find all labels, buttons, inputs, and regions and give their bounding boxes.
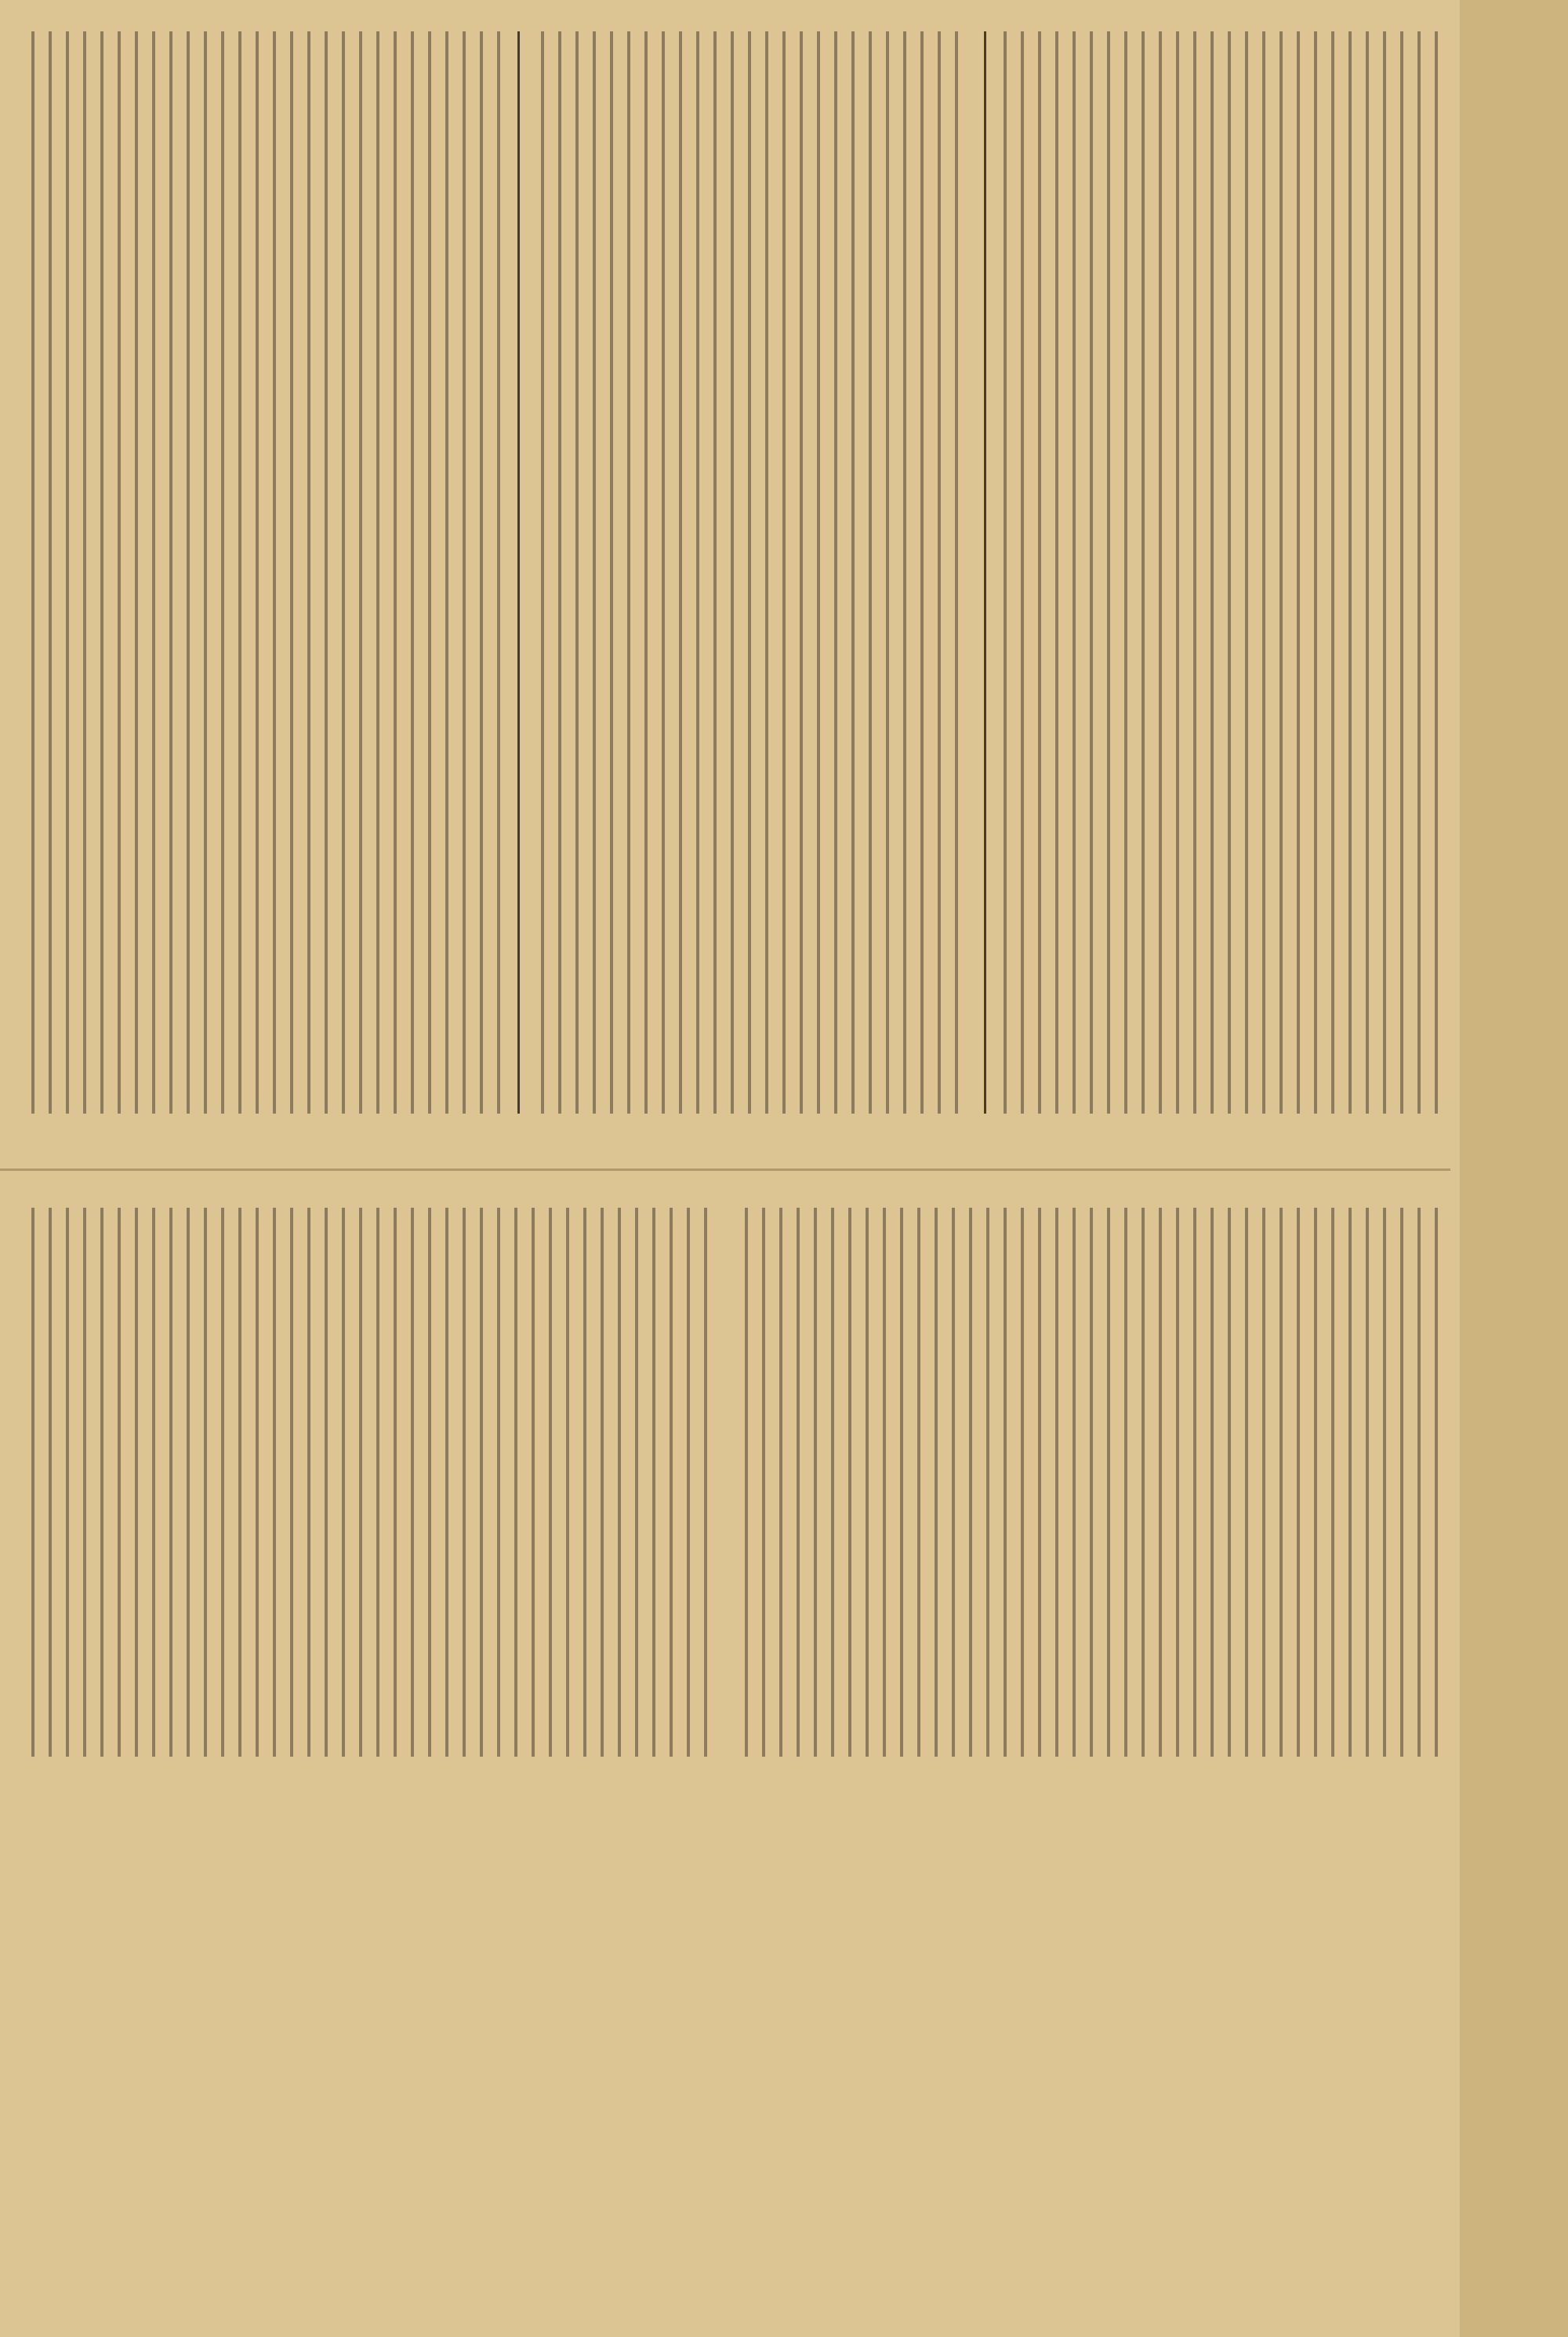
- ad-box-1: [24, 1788, 713, 2290]
- column-text: [533, 31, 972, 1114]
- column-text: [24, 31, 510, 1114]
- notice-text: [24, 1208, 713, 1757]
- ad-box-2: [737, 1788, 1443, 2290]
- column-text: [996, 31, 1450, 1114]
- column-rule: [984, 31, 986, 1114]
- column-3: [996, 31, 1450, 1114]
- notice-1: [24, 1208, 713, 1757]
- column-2: [533, 31, 972, 1114]
- column-rule: [517, 31, 520, 1114]
- page-gutter: [1460, 0, 1568, 2337]
- notice-2: [737, 1208, 1443, 1757]
- page-fold: [0, 1168, 1450, 1171]
- notice-text: [737, 1208, 1443, 1757]
- column-1: [24, 31, 510, 1114]
